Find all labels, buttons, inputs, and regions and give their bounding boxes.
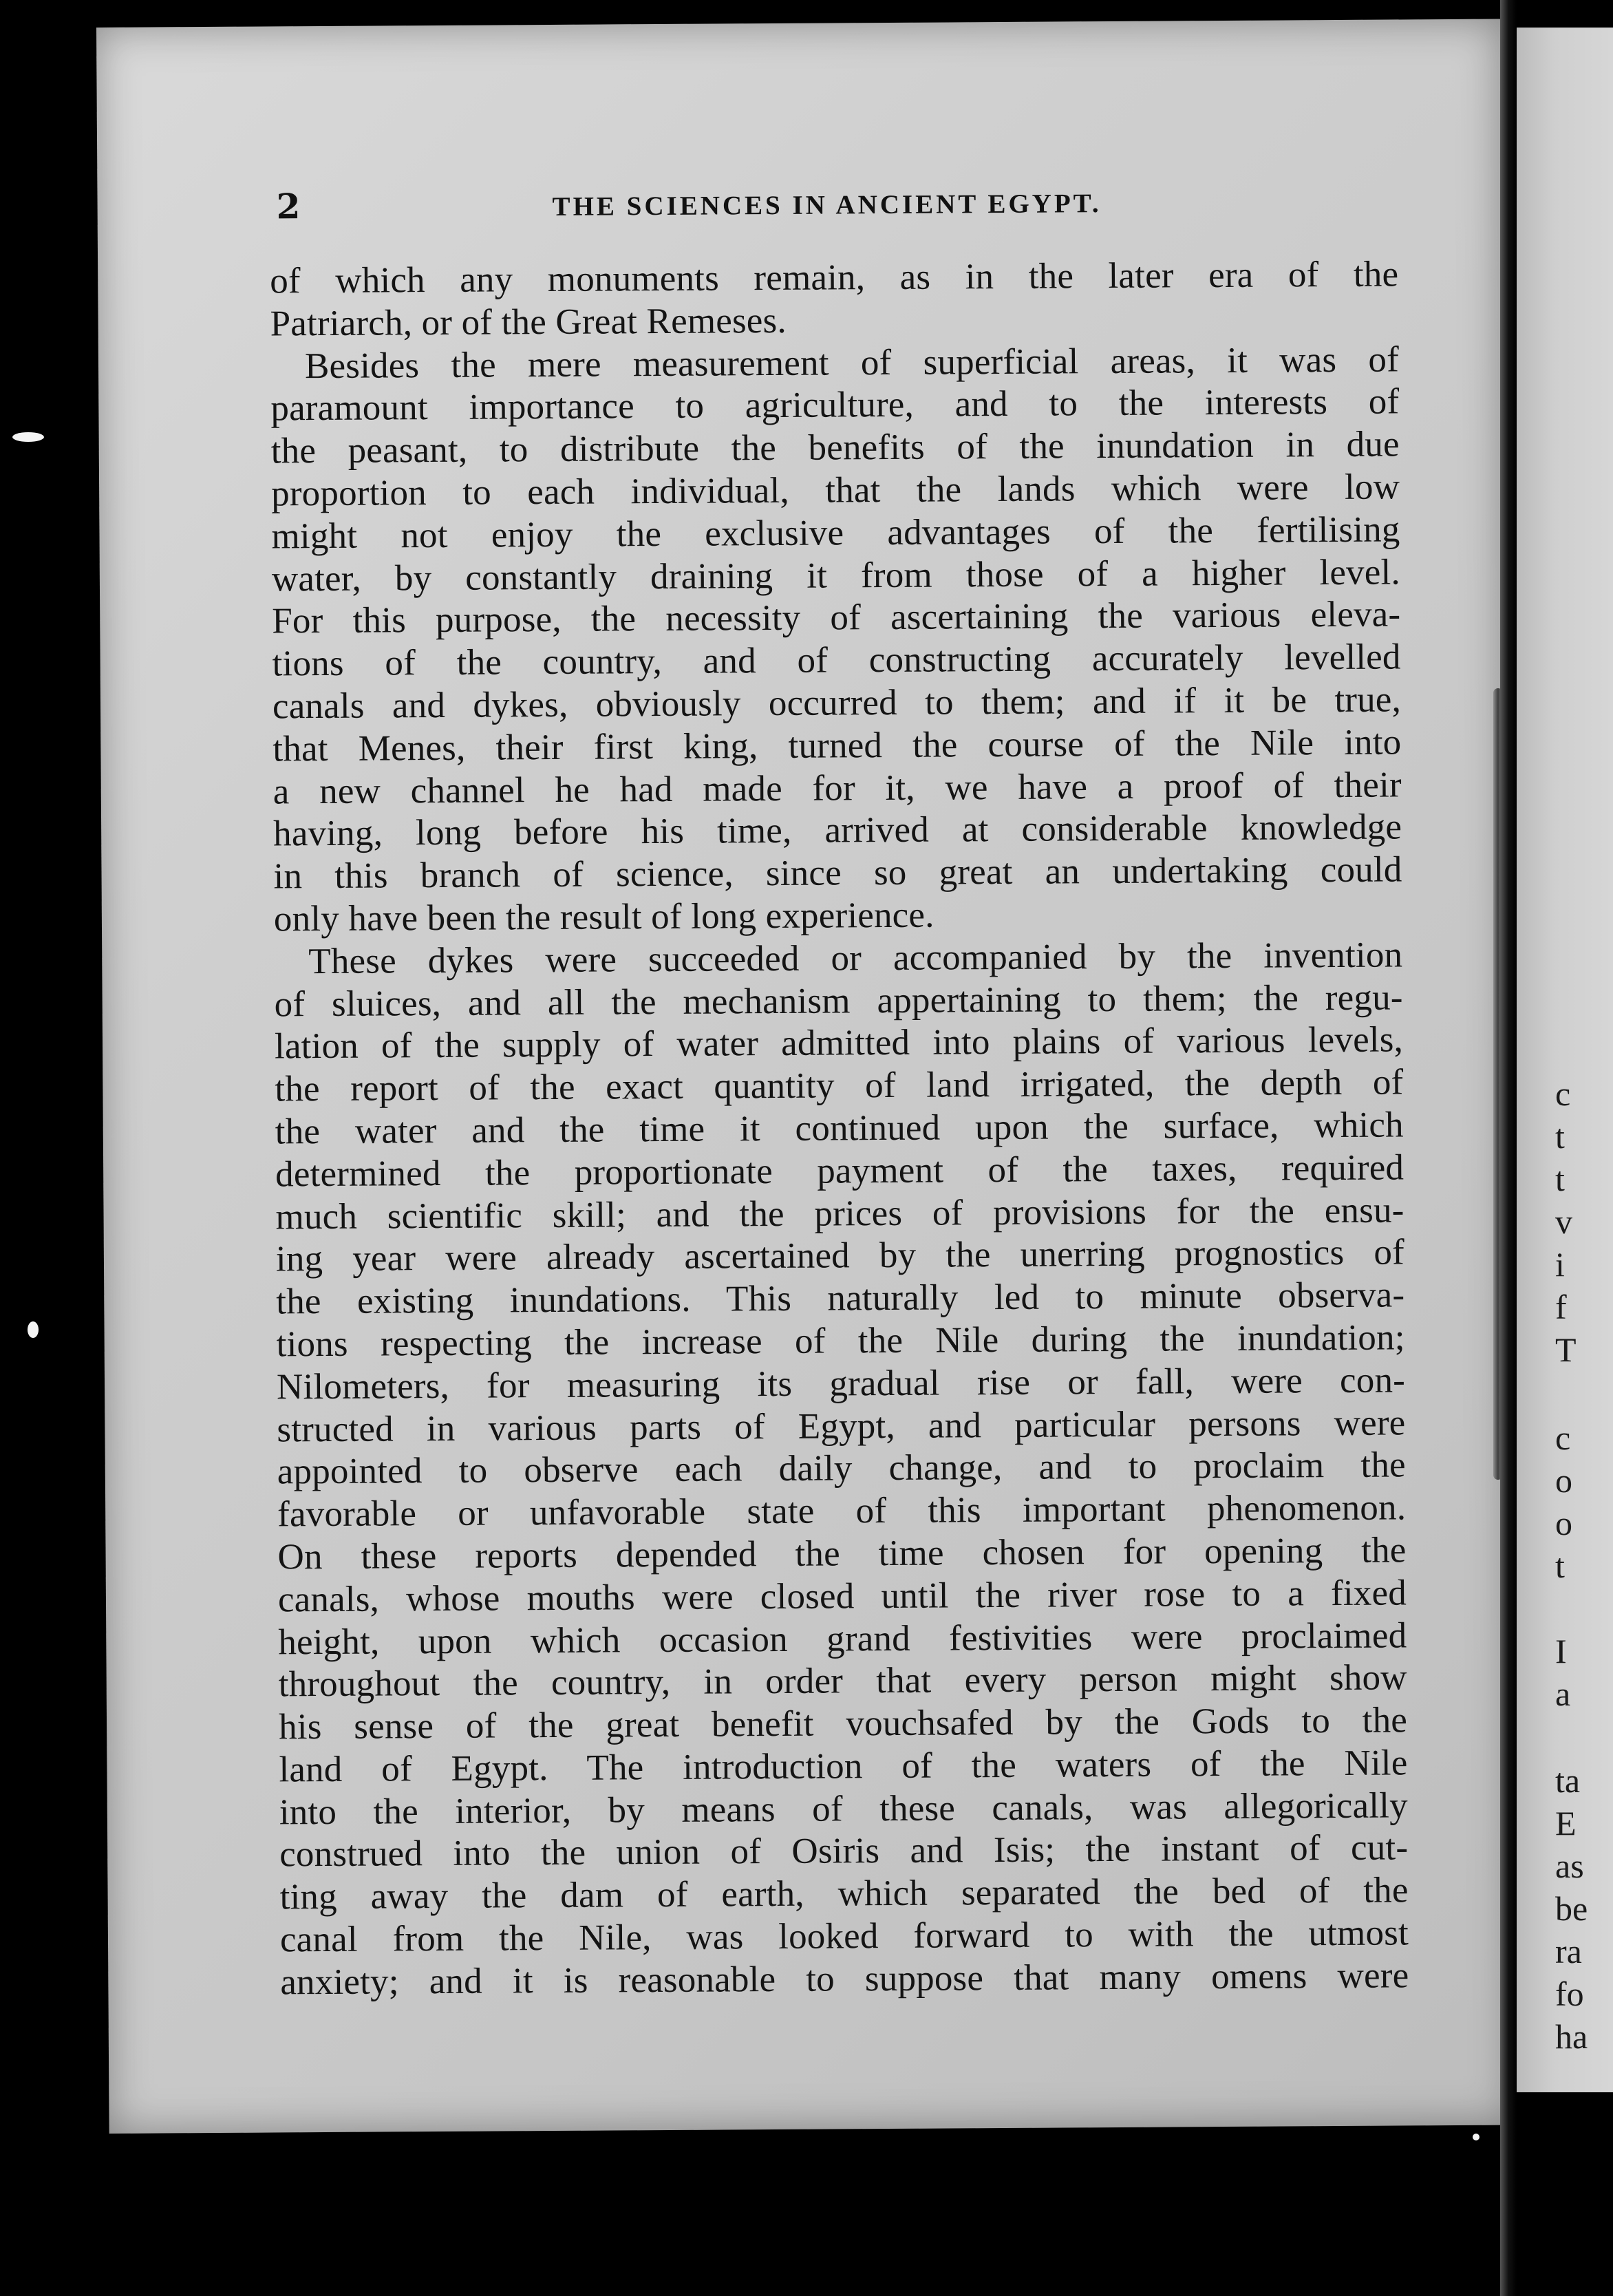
text-line: that Menes, their first king, turned the course of the Nile into [273, 722, 1402, 769]
text-line: land of Egypt. The introduction of the waters of the Nile [279, 1743, 1408, 1790]
adjacent-page-letter: t [1555, 1117, 1565, 1156]
text-line: the peasant, to distribute the benefits of the inundation in due [270, 424, 1400, 471]
adjacent-page-letter: fo [1555, 1975, 1584, 2013]
text-line: favorable or unfavorable state of this important phenomenon. [277, 1487, 1407, 1535]
text-line: construed into the union of Osiris and Isis; the instant of cut- [279, 1827, 1409, 1875]
text-line: throughout the country, in order that every person might show [278, 1657, 1407, 1705]
text-line: the existing inundations. This naturally led to minute observa- [276, 1275, 1405, 1322]
text-line: paramount importance to agriculture, and to the interests of [270, 381, 1400, 429]
adjacent-page-letter: T [1555, 1330, 1577, 1369]
text-line: For this purpose, the necessity of ascertaining the various eleva- [272, 594, 1401, 641]
text-line: having, long before his time, arrived at considerable knowledge [273, 807, 1402, 854]
paragraph-start-line: Besides the mere measurement of superficial areas, it was of [304, 339, 1400, 386]
adjacent-page-letter: be [1555, 1889, 1588, 1928]
text-line: of sluices, and all the mechanism appertaining to them; the regu- [274, 977, 1403, 1024]
adjacent-page-letter: ra [1555, 1932, 1582, 1970]
book-spine [1500, 0, 1517, 2296]
adjacent-page-letter: t [1555, 1546, 1565, 1585]
adjacent-page-letter: E [1555, 1804, 1577, 1842]
text-line: might not enjoy the exclusive advantages of the fertilising [271, 509, 1400, 557]
text-line: a new channel he had made for it, we have a proof of their [273, 764, 1402, 812]
adjacent-page-letter: as [1555, 1847, 1584, 1885]
text-line: ing year were already ascertained by the unerring prognostics of [275, 1232, 1405, 1279]
text-line: On these reports depended the time chosen for opening the [277, 1530, 1407, 1577]
scan-speck [28, 1321, 39, 1338]
text-line: water, by constantly draining it from those of a higher level. [271, 552, 1401, 599]
text-line: height, upon which occasion grand festivities were proclaimed [278, 1615, 1407, 1662]
text-line: his sense of the great benefit vouchsafed by the Gods to the [278, 1700, 1408, 1747]
text-line: in this branch of science, since so great an undertaking could [273, 849, 1402, 897]
adjacent-page-letter: o [1555, 1461, 1572, 1500]
text-line: the report of the exact quantity of land irrigated, the depth of [275, 1062, 1404, 1109]
text-line: appointed to observe each daily change, and to proclaim the [277, 1445, 1406, 1492]
scan-speck [12, 432, 44, 442]
body-text [270, 253, 1409, 2004]
text-line: tions of the country, and of constructing accurately levelled [272, 637, 1401, 684]
running-head: THE SCIENCES IN ANCIENT EGYPT. [552, 189, 1102, 222]
text-line: anxiety; and it is reasonable to suppose that many omens were [280, 1955, 1409, 2003]
text-line: canals, whose mouths were closed until the river rose to a fixed [277, 1573, 1407, 1620]
adjacent-page-letter: I [1555, 1632, 1567, 1670]
adjacent-page-letter: i [1555, 1245, 1565, 1284]
adjacent-page-letter: ha [1555, 2017, 1588, 2056]
adjacent-page-letter: t [1555, 1160, 1565, 1198]
adjacent-page-letter: v [1555, 1202, 1572, 1241]
scan-speck [1473, 2134, 1480, 2140]
adjacent-page-letter: c [1555, 1074, 1571, 1113]
text-line: Patriarch, or of the Great Remeses. [270, 300, 787, 344]
paragraph-start-line: These dykes were succeeded or accompanied by the invention [308, 935, 1403, 981]
text-line: proportion to each individual, that the lands which were low [270, 467, 1400, 514]
page-header [276, 180, 1377, 235]
book-page [96, 19, 1513, 2134]
adjacent-page-letter: ta [1555, 1761, 1581, 1800]
text-line: much scientific skill; and the prices of provisions for the ensu- [275, 1189, 1404, 1237]
text-line: determined the proportionate payment of the taxes, required [275, 1147, 1404, 1195]
text-line: Nilometers, for measuring its gradual rise or fall, were con- [276, 1360, 1406, 1407]
text-line: only have been the result of long experience. [273, 895, 934, 939]
text-line: canals and dykes, obviously occurred to them; and if it be true, [272, 679, 1402, 727]
text-line: lation of the supply of water admitted into plains of various levels, [274, 1019, 1404, 1067]
adjacent-page-letter: f [1555, 1288, 1567, 1326]
adjacent-page-letter: o [1555, 1504, 1572, 1542]
text-line: into the interior, by means of these canals, was allegorically [279, 1785, 1408, 1833]
text-line: canal from the Nile, was looked forward to with the utmost [279, 1913, 1409, 1960]
text-line: tions respecting the increase of the Nile during the inundation; [276, 1317, 1405, 1365]
page-number: 2 [276, 186, 301, 227]
adjacent-page-letter: a [1555, 1675, 1571, 1713]
text-line: the water and the time it continued upon the surface, which [275, 1105, 1404, 1152]
text-line: structed in various parts of Egypt, and particular persons were [277, 1402, 1406, 1449]
adjacent-page-letter: c [1555, 1418, 1571, 1457]
text-line: ting away the dam of earth, which separated the bed of the [279, 1870, 1409, 1917]
text-line: of which any monuments remain, as in the later era of the [270, 254, 1399, 301]
